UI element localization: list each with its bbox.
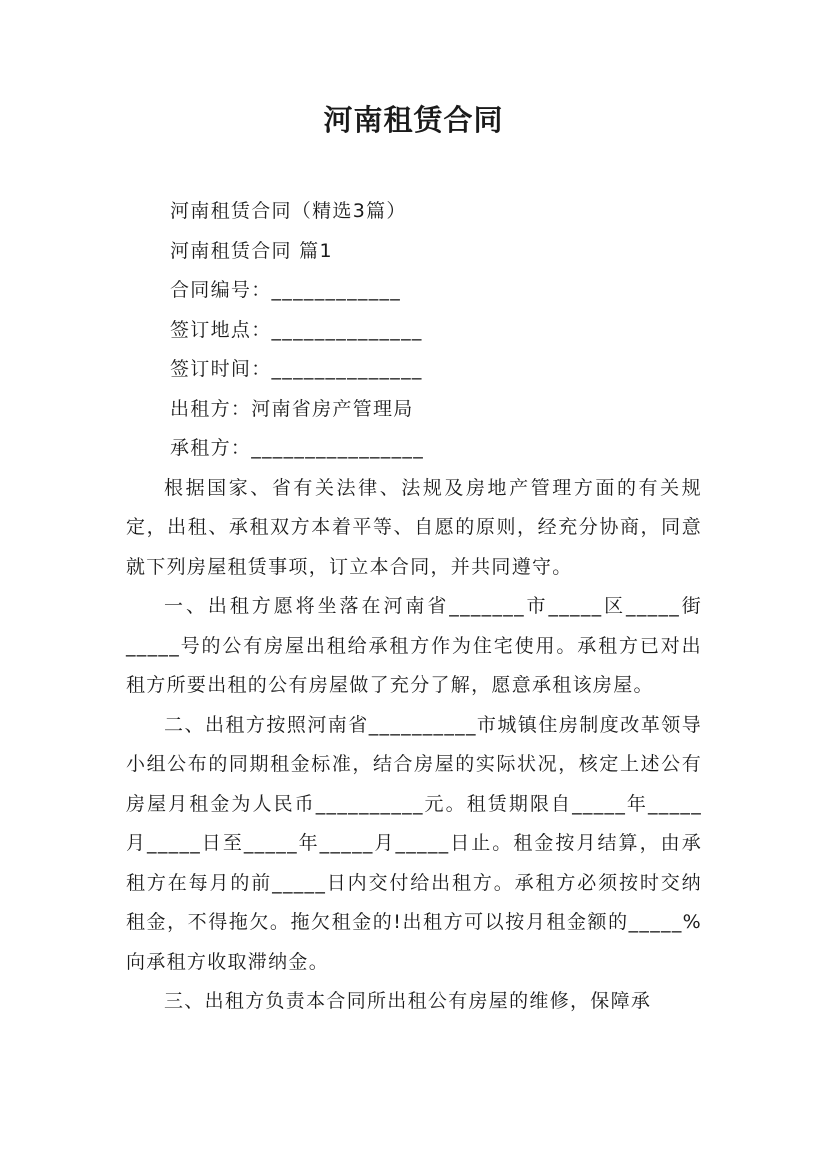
document-title: 河南租赁合同 (323, 103, 504, 137)
document-subtitle: 河南租赁合同（精选3篇） (170, 200, 407, 222)
document-body (126, 192, 702, 1022)
clause-2-paragraph: 二、出租方按照河南省__________市城镇住房制度改革领导小组公布的同期租金标准，结合房屋的实际状况，核定上述公有房屋月租金为人民币__________元。租赁期限自_____年_____月_____日至_____年_____月_____日止。租金按月结算，由承租方在每月的前_____日内交付给出租方。承租方必须按时交纳租金，不得拖欠。拖欠租金的!出租方可以按月租金额的_____%向承租方收取滞纳金。 (126, 713, 702, 973)
clause-1-paragraph: 一、出租方愿将坐落在河南省_______市_____区_____街_____号的公有房屋出租给承租方作为住宅使用。承租方已对出租方所要出租的公有房屋做了充分了解，愿意承租该房屋。 (126, 595, 702, 696)
signing-place-field: 签订地点：______________ (170, 318, 423, 341)
clause-3-paragraph: 三、出租方负责本合同所出租公有房屋的维修，保障承 (164, 990, 652, 1012)
signing-time-field: 签订时间：______________ (170, 358, 423, 380)
contract-number-field: 合同编号：____________ (170, 279, 402, 301)
lessee-field: 承租方：________________ (170, 437, 424, 459)
section-heading: 河南租赁合同 篇1 (170, 239, 333, 262)
lessor-field: 出租方：河南省房产管理局 (170, 397, 414, 420)
intro-paragraph: 根据国家、省有关法律、法规及房地产管理方面的有关规定，出租、承租双方本着平等、自愿的原则，经充分协商，同意就下列房屋租赁事项，订立本合同，并共同遵守。 (126, 476, 702, 578)
